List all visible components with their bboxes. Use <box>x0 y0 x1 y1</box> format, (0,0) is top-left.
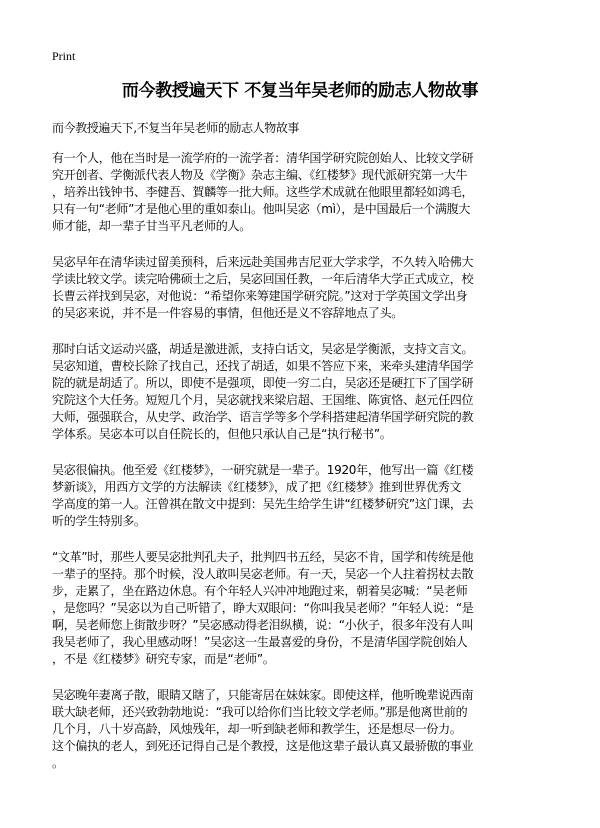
paragraph-line: 长曹云祥找到吴宓，对他说：“希望你来筹建国学研究院。”这对于学英国文学出身 <box>52 289 468 303</box>
paragraph-line: 的吴宓来说，并不是一件容易的事情，但他还是义不容辞地点了头。 <box>52 306 404 320</box>
paragraph-line: 师才能，却一辈子甘当平凡老师的人。 <box>52 219 251 233</box>
paragraph-line: 只有一句“老师”才是他心里的重如泰山。他叫吴宓（mì），是中国最后一个满腹大 <box>52 202 471 216</box>
paragraph-line: 吴宓很偏执。他至爱《红楼梦》，一研究就是一辈子。1920年，他写出一篇《红楼 <box>52 463 474 477</box>
paragraph-line: 联大缺老师，还兴致勃勃地说：“我可以给你们当比较文学老师。”那是他离世前的 <box>52 705 468 719</box>
article-title: 而今教授遍天下 不复当年吴老师的励志人物故事 <box>121 81 479 101</box>
paragraph-line: 那时白话文运动兴盛，胡适是激进派，支持白话文，吴宓是学衡派，支持文言文。 <box>52 342 474 356</box>
paragraph-line: 究开创者、学衡派代表人物及《学衡》杂志主编、《红楼梦》现代派研究第一大牛 <box>52 168 468 182</box>
article-paragraph <box>52 462 557 530</box>
article-subtitle: 而今教授遍天下,不复当年吴老师的励志人物故事 <box>52 121 300 135</box>
article-paragraph <box>52 254 557 322</box>
paragraph-line: 有一个人，他在当时是一流学府的一流学者：清华国学研究院创始人、比较文学研 <box>52 151 474 165</box>
paragraph-line: ，培养出钱钟书、李健吾、賀麟等一批大师。这些学术成就在他眼里都轻如鸿毛， <box>52 185 474 199</box>
paragraph-line: 啊，吴老师您上街散步呀？”吴宓感动得老泪纵横，说：“小伙子，很多年没有人叫 <box>52 618 474 632</box>
article-paragraph <box>52 549 557 668</box>
article-paragraph <box>52 150 557 235</box>
paragraph-line: “文革”时，那些人要吴宓批判孔夫子，批判四书五经，吴宓不肯，国学和传统是他 <box>52 550 474 564</box>
paragraph-line: ，不是《红楼梦》研究专家，而是“老师”。 <box>52 652 275 666</box>
paragraph-line: 院的就是胡适了。所以，即使不是强项，即使一穷二白，吴宓还是硬扛下了国学研 <box>52 376 474 390</box>
paragraph-line: 大师，强强联合，从史学、政治学、语言学等多个学科搭建起清华国学研究院的教 <box>52 410 474 424</box>
paragraph-line: ，是您吗？”吴宓以为自己听错了，睁大双眼问：“你叫我吴老师？”年轻人说：“是 <box>52 601 474 615</box>
paragraph-line: 学高度的第一人。汪曾祺在散文中提到：吴先生给学生讲“红楼梦研究”这门课，去 <box>52 497 474 511</box>
print-link[interactable]: Print <box>52 49 76 63</box>
paragraph-line: 吴宓早年在清华读过留美预科，后来远赴美国弗吉尼亚大学求学，不久转入哈佛大 <box>52 255 474 269</box>
paragraph-line: 几个月，八十岁高龄，风烛残年，却一听到缺老师和教学生，还是想尽一份力。 <box>52 722 462 736</box>
paragraph-line: 学读比较文学。读完哈佛硕士之后，吴宓回国任教，一年后清华大学正式成立，校 <box>52 272 474 286</box>
paragraph-line: 一辈子的坚持。那个时候，没人敢叫吴宓老师。有一天，吴宓一个人拄着拐杖去散 <box>52 567 474 581</box>
paragraph-line: 。 <box>52 756 64 770</box>
article-paragraph <box>52 687 557 772</box>
paragraph-line: 究院这个大任务。短短几个月，吴宓就找来梁启超、王国维、陈寅恪、赵元任四位 <box>52 393 474 407</box>
paragraph-line: 吴宓晚年妻离子散，眼睛又瞎了，只能寄居在妹妹家。即使这样，他听晚辈说西南 <box>52 688 474 702</box>
paragraph-line: 这个偏执的老人，到死还记得自己是个教授，这是他这辈子最认真又最骄傲的事业 <box>52 739 474 753</box>
paragraph-line: 梦新谈》，用西方文学的方法解读《红楼梦》，成了把《红楼梦》推到世界优秀文 <box>52 480 462 494</box>
article-body <box>52 150 557 791</box>
paragraph-line: 吴宓知道，曹校长除了找自己，还找了胡适，如果不答应下来，来牵头建清华国学 <box>52 359 474 373</box>
paragraph-line: 听的学生特别多。 <box>52 514 146 528</box>
paragraph-line: 学体系。吴宓本可以自任院长的，但他只承认自己是“执行秘书”。 <box>52 427 392 441</box>
paragraph-line: 步，走累了，坐在路边休息。有个年轻人兴冲冲地跑过来，朝着吴宓喊：“吴老师 <box>52 584 468 598</box>
paragraph-line: 我吴老师了，我心里感动呀！”吴宓这一生最喜爱的身份，不是清华国学院创始人 <box>52 635 468 649</box>
article-paragraph <box>52 341 557 443</box>
